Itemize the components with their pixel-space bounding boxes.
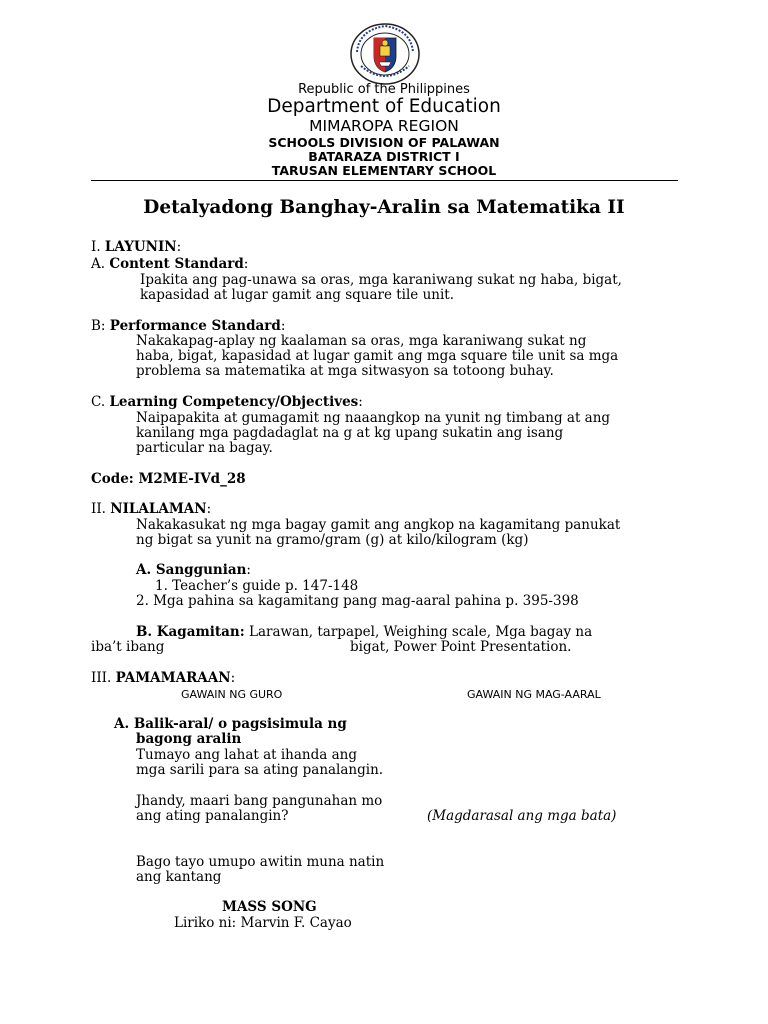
content-standard-colon: : bbox=[243, 256, 249, 272]
content-standard-heading bbox=[91, 256, 248, 272]
department-label: Department of Education bbox=[267, 96, 501, 117]
teacher-line: ang kantang bbox=[136, 869, 222, 885]
competency-letter: C. bbox=[91, 394, 106, 410]
student-response: (Magdarasal ang mga bata) bbox=[427, 808, 617, 824]
layunin-num: I. bbox=[91, 239, 101, 255]
district-label: BATARAZA DISTRICT I bbox=[308, 149, 460, 164]
teacher-line: Tumayo ang lahat at ihanda ang bbox=[136, 747, 357, 763]
layunin-label: LAYUNIN bbox=[104, 239, 177, 255]
pamamaraan-heading bbox=[91, 670, 235, 686]
competency-colon: : bbox=[358, 394, 363, 410]
nilalaman-line: Nakakasukat ng mga bagay gamit ang angkop na kagamitang panukat bbox=[136, 517, 621, 533]
pamamaraan-num: III. bbox=[91, 670, 112, 686]
competency-line: particular na bagay. bbox=[136, 440, 273, 456]
sanggunian-item: 1. Teacher’s guide p. 147-148 bbox=[155, 578, 359, 594]
teacher-line: mga sarili para sa ating panalangin. bbox=[136, 762, 384, 778]
pamamaraan-colon: : bbox=[230, 670, 236, 686]
content-standard-label: Content Standard bbox=[109, 256, 244, 272]
page-title: Detalyadong Banghay-Aralin sa Matematika II bbox=[143, 197, 625, 218]
nilalaman-num: II. bbox=[91, 501, 106, 517]
performance-standard-heading bbox=[91, 318, 285, 334]
deped-seal-logo bbox=[349, 22, 421, 86]
sanggunian-label: A. Sanggunian bbox=[136, 562, 247, 578]
performance-standard-label: Performance Standard bbox=[109, 318, 281, 334]
layunin-colon: : bbox=[176, 239, 182, 255]
nilalaman-colon: : bbox=[206, 501, 212, 517]
performance-standard-letter: B: bbox=[91, 318, 106, 334]
performance-standard-colon: : bbox=[280, 318, 286, 334]
pamamaraan-label: PAMAMARAAN bbox=[115, 670, 231, 686]
content-standard-line: kapasidad at lugar gamit ang square tile unit. bbox=[140, 287, 455, 303]
teacher-line: Bago tayo umupo awitin muna natin bbox=[136, 854, 385, 870]
performance-standard-line: problema sa matematika at mga sitwasyon sa totoong buhay. bbox=[136, 363, 554, 379]
sanggunian-colon: : bbox=[246, 562, 251, 578]
song-title: MASS SONG bbox=[222, 899, 317, 915]
school-label: TARUSAN ELEMENTARY SCHOOL bbox=[271, 163, 497, 178]
nilalaman-heading bbox=[91, 501, 211, 517]
nilalaman-label: NILALAMAN bbox=[110, 501, 207, 517]
content-standard-line: Ipakita ang pag-unawa sa oras, mga karaniwang sukat ng haba, bigat, bbox=[140, 272, 622, 288]
sanggunian-item: 2. Mga pahina sa kagamitang pang mag-aaral pahina p. 395-398 bbox=[136, 593, 579, 609]
kagamitan-line-2a: iba’t ibang bbox=[91, 639, 165, 655]
section-a-heading: A. Balik-aral/ o pagsisimula ng bbox=[114, 716, 347, 732]
republic-label: Republic of the Philippines bbox=[298, 82, 470, 97]
division-label: SCHOOLS DIVISION OF PALAWAN bbox=[268, 135, 500, 150]
competency-line: Naipapakita at gumagamit ng naaangkop na yunit ng timbang at ang bbox=[136, 410, 611, 426]
kagamitan-text: Larawan, tarpapel, Weighing scale, Mga bagay na bbox=[244, 624, 593, 640]
teacher-line: ang ating panalangin? bbox=[136, 808, 289, 824]
competency-label: Learning Competency/Objectives bbox=[109, 394, 359, 410]
competency-heading bbox=[91, 394, 363, 410]
sanggunian-heading bbox=[136, 562, 251, 578]
performance-standard-line: haba, bigat, kapasidad at lugar gamit ang mga square tile unit sa mga bbox=[136, 348, 619, 364]
teacher-line: Jhandy, maari bang pangunahan mo bbox=[136, 793, 383, 809]
section-a-heading: bagong aralin bbox=[136, 731, 242, 747]
content-standard-letter: A. bbox=[91, 256, 106, 272]
performance-standard-line: Nakakapag-aplay ng kaalaman sa oras, mga karaniwang sukat ng bbox=[136, 333, 587, 349]
column-header-teacher: GAWAIN NG GURO bbox=[181, 688, 283, 701]
header-divider bbox=[91, 180, 678, 181]
kagamitan-label: B. Kagamitan: bbox=[136, 624, 245, 640]
kagamitan-line-2b: bigat, Power Point Presentation. bbox=[350, 639, 572, 655]
kagamitan-line bbox=[136, 624, 592, 640]
column-header-student: GAWAIN NG MAG-AARAL bbox=[467, 688, 601, 701]
song-lyrics-by: Liriko ni: Marvin F. Cayao bbox=[174, 915, 352, 931]
layunin-heading bbox=[91, 239, 181, 255]
nilalaman-line: ng bigat sa yunit na gramo/gram (g) at kilo/kilogram (kg) bbox=[136, 532, 529, 548]
competency-code: Code: M2ME-IVd_28 bbox=[91, 471, 246, 487]
competency-line: kanilang mga pagdadaglat na g at kg upang sukatin ang isang bbox=[136, 425, 564, 441]
region-label: MIMAROPA REGION bbox=[309, 117, 459, 135]
